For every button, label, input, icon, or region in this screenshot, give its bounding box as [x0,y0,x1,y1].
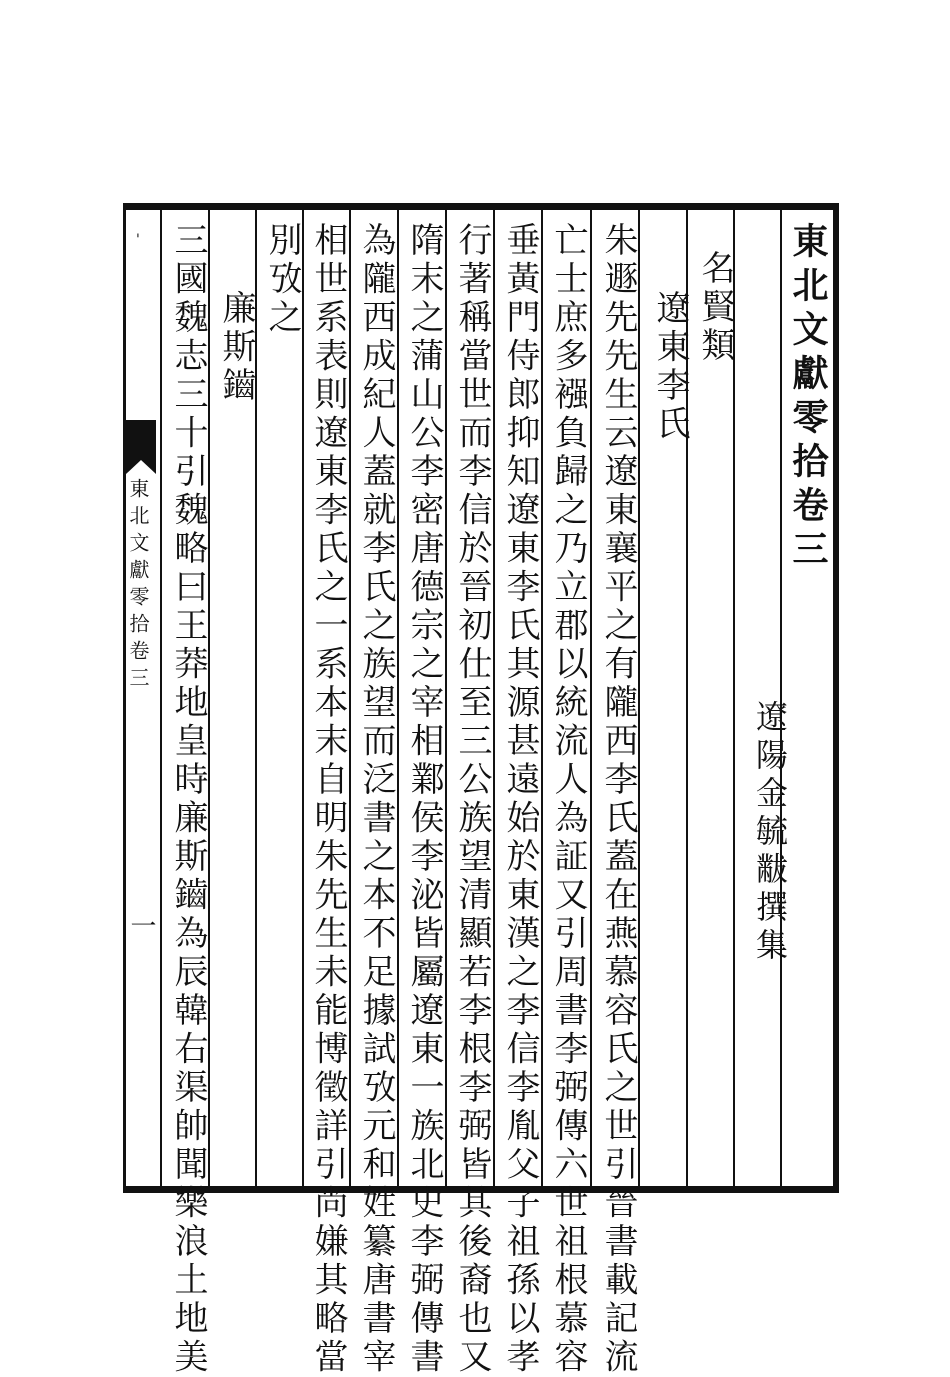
page-number: 一 [126,912,156,938]
column-rule [638,203,640,1193]
margin-border [123,203,126,1193]
column-rule [541,203,543,1193]
corner-mark: ' [136,232,140,248]
column-rule [445,203,447,1193]
fishtail-mark [126,420,156,460]
book-title: 東北文獻零拾卷三 [787,222,829,574]
text-column: 隋末之蒲山公李密唐德宗之宰相鄴侯李泌皆屬遼東一族北史李弼傳書 [404,222,444,1377]
column-rule [349,203,351,1193]
text-column: 別攷之 [262,222,302,338]
column-rule [302,203,304,1193]
column-rule [160,203,162,1193]
text-column: 亡士庶多襁負歸之乃立郡以統流人為証又引周書李弼傳六世祖根慕容 [548,222,588,1377]
text-column: 垂黃門侍郎抑知遼東李氏其源甚遠始於東漢之李信李胤父子祖孫以孝 [500,222,540,1377]
text-column: 為隴西成紀人蓋就李氏之族望而泛書之本不足據試攷元和姓纂唐書宰 [356,222,396,1377]
column-rule [397,203,399,1193]
column-rule [780,203,782,1193]
margin-title: 東北文獻零拾卷三 [126,478,150,694]
author-line: 遼陽金毓黻撰集 [751,700,789,966]
person-heading: 廉斯鑡 [216,290,256,406]
category-heading: 名賢類 [695,250,735,366]
entry-heading: 遼東李氏 [650,290,690,444]
text-column: 三國魏志三十引魏略曰王莽地皇時廉斯鑡為辰韓右渠帥聞樂浪土地美 [168,222,208,1377]
text-column: 行著稱當世而李信於晉初仕至三公族望清顯若李根李弼皆其後裔也又 [452,222,492,1377]
text-column: 相世系表則遼東李氏之一系本末自明朱先生未能博徵詳引尚嫌其略當 [308,222,348,1377]
column-rule [590,203,592,1193]
column-rule [493,203,495,1193]
column-rule [208,203,210,1193]
text-column: 朱遯先先生云遼東襄平之有隴西李氏蓋在燕慕容氏之世引晉書載記流 [598,222,638,1377]
